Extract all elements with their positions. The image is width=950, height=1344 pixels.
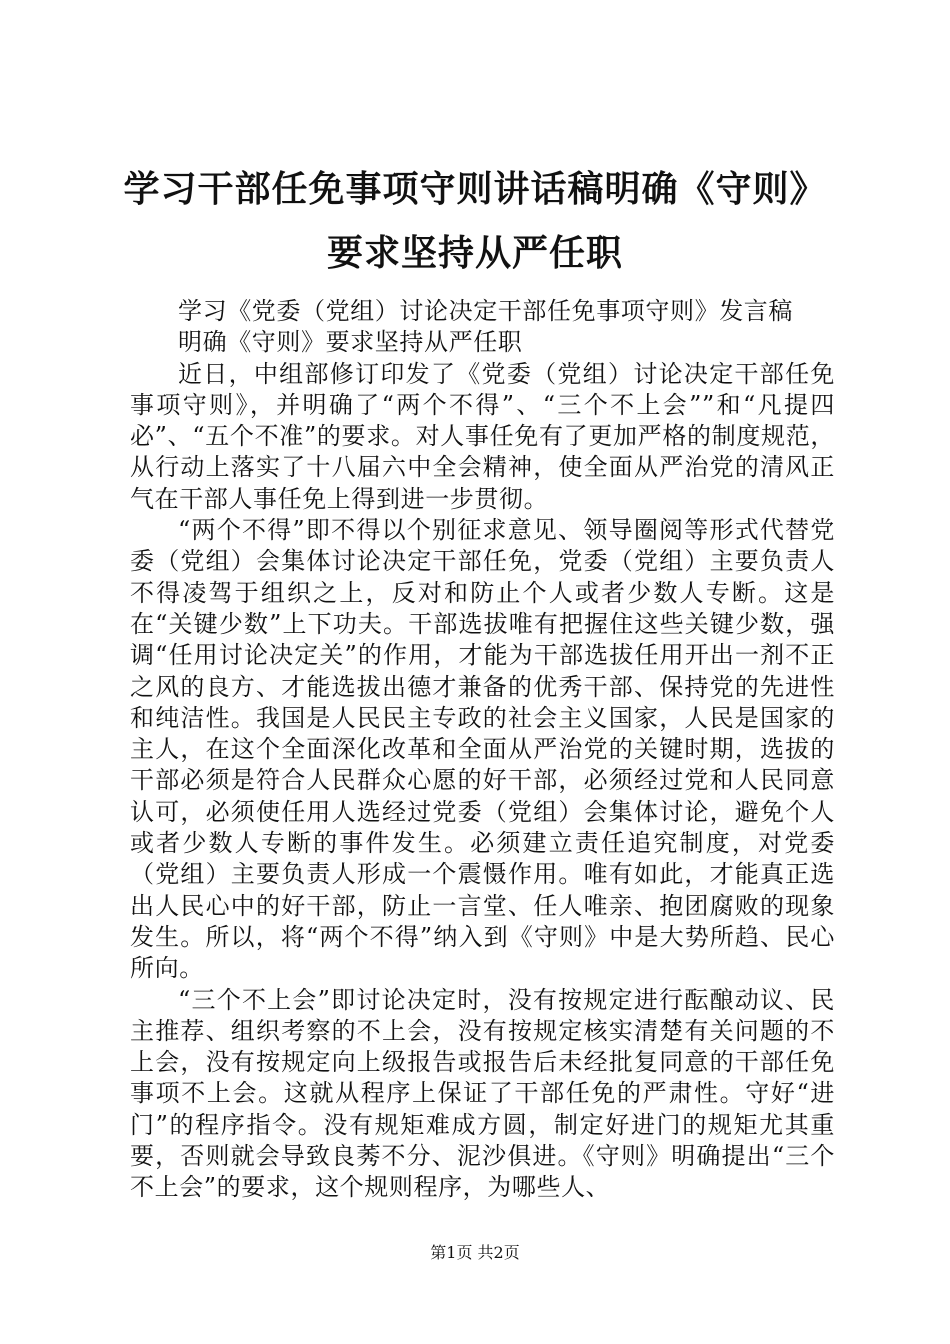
subtitle-line-2: 明确《守则》要求坚持从严任职 bbox=[178, 328, 523, 357]
page-number-footer: 第1页 共2页 bbox=[430, 1243, 520, 1262]
paragraph-3: “三个不上会”即讨论决定时，没有按规定进行酝酿动议、民主推荐、组织考察的不上会，没有按规定核实清楚有关问题的不上会，没有按规定向上级报告或报告后未经批复同意的干部任免事项不上会。这就从程序上保证了干部任免的严肃性。守好“进门”的程序指令。没有规矩难成方圆，制定好进门的规矩尤其重要，否则就会导致良莠不分、泥沙俱进。《守则》明确提出“三个不上会”的要求，这个规则程序，为哪些人、 bbox=[130, 985, 835, 1202]
document-title: 学习干部任免事项守则讲话稿明确《守则》要求坚持从严任职 bbox=[123, 169, 827, 274]
paragraph-2: “两个不得”即不得以个别征求意见、领导圈阅等形式代替党委（党组）会集体讨论决定干部任免，党委（党组）主要负责人不得凌驾于组织之上，反对和防止个人或者少数人专断。这是在“关键少数”上下功夫。干部选拔唯有把握住这些关键少数，强调“任用讨论决定关”的作用，才能为干部选拔任用开出一剂不正之风的良方、才能选拔出德才兼备的优秀干部、保持党的先进性和纯洁性。我国是人民民主专政的社会主义国家，人民是国家的主人，在这个全面深化改革和全面从严治党的关键时期，选拔的干部必须是符合人民群众心愿的好干部，必须经过党和人民同意认可，必须使任用人选经过党委（党组）会集体讨论，避免个人或者少数人专断的事件发生。必须建立责任追究制度，对党委（党组）主要负责人形成一个震慑作用。唯有如此，才能真正选出人民心中的好干部，防止一言堂、任人唯亲、抱团腐败的现象发生。所以，将“两个不得”纳入到《守则》中是大势所趋、民心所向。 bbox=[130, 516, 835, 983]
document-body bbox=[130, 296, 835, 1204]
paragraph-1: 近日，中组部修订印发了《党委（党组）讨论决定干部任免事项守则》，并明确了“两个不得”、“三个不上会””和“凡提四必”、“五个不准”的要求。对人事任免有了更加严格的制度规范，从行动上落实了十八届六中全会精神，使全面从严治党的清风正气在干部人事任免上得到进一步贯彻。 bbox=[130, 359, 835, 513]
subtitle-line-1: 学习《党委（党组）讨论决定干部任免事项守则》发言稿 bbox=[178, 297, 793, 325]
